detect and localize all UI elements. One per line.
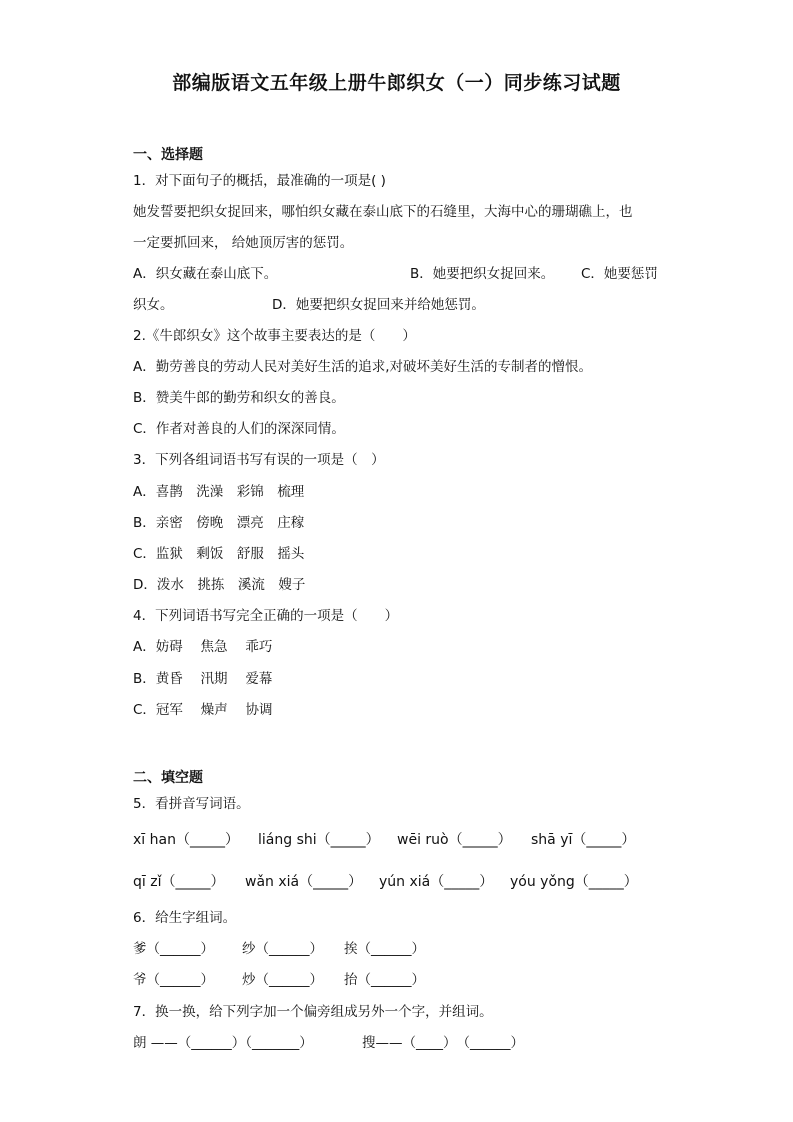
q5-item: liáng shi（_____） bbox=[258, 832, 380, 848]
q4-option-a: A．妨碍 焦急 乖巧 bbox=[133, 639, 273, 655]
q3-stem: 3．下列各组词语书写有误的一项是（ ） bbox=[133, 452, 385, 468]
q4-option-c: C．冠军 燥声 协调 bbox=[133, 702, 273, 718]
q6-stem: 6．给生字组词。 bbox=[133, 910, 237, 926]
q2-option-b: B．赞美牛郎的勤劳和织女的善良。 bbox=[133, 390, 345, 406]
q5-item: yóu yǒng（_____） bbox=[510, 874, 638, 890]
q5-item: wǎn xiá（_____） bbox=[245, 874, 363, 890]
q7-item: 朗 ——（______）（_______） bbox=[133, 1035, 313, 1051]
q6-item: 挨（______） bbox=[344, 941, 425, 957]
q3-option-c: C．监狱 剩饭 舒服 摇头 bbox=[133, 546, 305, 562]
q1-passage-line2: 一定要抓回来， 给她顶厉害的惩罚。 bbox=[133, 235, 354, 251]
q6-item: 抬（______） bbox=[344, 972, 425, 988]
q1-stem: 1．对下面句子的概括，最准确的一项是( ) bbox=[133, 173, 386, 189]
q2-stem: 2.《牛郎织女》这个故事主要表达的是（ ） bbox=[133, 328, 416, 344]
q3-option-d: D．泼水 挑拣 溪流 嫂子 bbox=[133, 577, 306, 593]
q6-item: 爹（______） bbox=[133, 941, 214, 957]
q1-option-c-continued: 织女。 bbox=[133, 297, 174, 313]
q5-item: yún xiá（_____） bbox=[379, 874, 494, 890]
q2-option-a: A．勤劳善良的劳动人民对美好生活的追求,对破坏美好生活的专制者的憎恨。 bbox=[133, 359, 593, 375]
q4-option-b: B．黄昏 汛期 爱幕 bbox=[133, 671, 273, 687]
q5-item: xī han（_____） bbox=[133, 832, 239, 848]
q4-stem: 4．下列词语书写完全正确的一项是（ ） bbox=[133, 608, 399, 624]
q1-option-c: C．她要惩罚 bbox=[581, 266, 658, 282]
q6-item: 爷（______） bbox=[133, 972, 214, 988]
page-title: 部编版语文五年级上册牛郎织女（一）同步练习试题 bbox=[172, 72, 621, 94]
q7-item: 搜——（____） （______） bbox=[362, 1035, 524, 1051]
q5-item: qī zǐ（_____） bbox=[133, 874, 225, 890]
q6-item: 纱（______） bbox=[242, 941, 323, 957]
q5-stem: 5．看拼音写词语。 bbox=[133, 796, 250, 812]
q1-option-d: D．她要把织女捉回来并给她惩罚。 bbox=[272, 297, 485, 313]
q5-item: shā yī（_____） bbox=[531, 832, 636, 848]
q1-passage-line1: 她发誓要把织女捉回来，哪怕织女藏在泰山底下的石缝里，大海中心的珊瑚礁上，也 bbox=[133, 204, 633, 220]
q6-item: 炒（______） bbox=[242, 972, 323, 988]
q1-option-a: A．织女藏在泰山底下。 bbox=[133, 266, 278, 282]
q3-option-b: B．亲密 傍晚 漂亮 庄稼 bbox=[133, 515, 305, 531]
q3-option-a: A．喜鹊 洗澡 彩锦 梳理 bbox=[133, 484, 305, 500]
section-heading-fill: 二、填空题 bbox=[133, 770, 203, 786]
section-heading-choice: 一、选择题 bbox=[133, 147, 203, 163]
q1-option-b: B．她要把织女捉回来。 bbox=[410, 266, 555, 282]
q2-option-c: C．作者对善良的人们的深深同情。 bbox=[133, 421, 345, 437]
q5-item: wēi ruò（_____） bbox=[397, 832, 512, 848]
q7-stem: 7．换一换，给下列字加一个偏旁组成另外一个字，并组词。 bbox=[133, 1004, 493, 1020]
